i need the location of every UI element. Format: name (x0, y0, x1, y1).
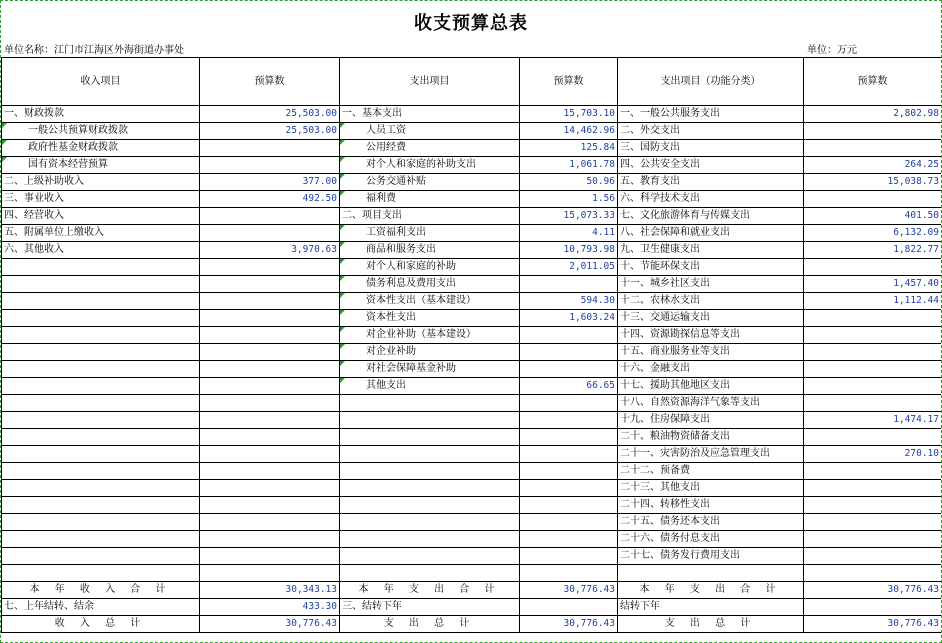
cell-income-budget[interactable] (200, 446, 340, 463)
total-expense-budget[interactable] (520, 599, 618, 616)
cell-income-budget[interactable] (200, 327, 340, 344)
cell-function-item[interactable]: 十、节能环保支出 (618, 259, 804, 276)
table-row (2, 463, 942, 480)
cell-function-budget[interactable] (804, 395, 942, 412)
cell-expense-budget[interactable] (520, 497, 618, 514)
cell-expense-item[interactable] (340, 514, 520, 531)
cell-expense-item[interactable] (340, 463, 520, 480)
total-income-item[interactable]: 七、上年结转、结余 (2, 599, 200, 616)
cell-function-budget[interactable] (804, 123, 942, 140)
cell-function-budget[interactable] (804, 480, 942, 497)
cell-function-item[interactable]: 五、教育支出 (618, 174, 804, 191)
cell-income-budget[interactable]: 3,970.63 (200, 242, 340, 259)
cell-expense-item[interactable] (340, 480, 520, 497)
cell-income-item[interactable] (2, 497, 200, 514)
total-expense-budget[interactable]: 30,776.43 (520, 616, 618, 633)
table-row (2, 242, 942, 259)
total-function-item[interactable]: 支 出 总 计 (618, 616, 804, 633)
cell-expense-budget[interactable]: 2,011.05 (520, 259, 618, 276)
cell-income-budget[interactable] (200, 497, 340, 514)
total-row (2, 599, 942, 616)
table-row (2, 310, 942, 327)
cell-function-budget[interactable]: 1,474.17 (804, 412, 942, 429)
total-expense-budget[interactable]: 30,776.43 (520, 582, 618, 599)
cell-income-item[interactable] (2, 259, 200, 276)
total-expense-item[interactable]: 支 出 总 计 (340, 616, 520, 633)
table-row (2, 157, 942, 174)
total-income-item[interactable]: 收 入 总 计 (2, 616, 200, 633)
cell-expense-budget[interactable]: 15,703.10 (520, 106, 618, 123)
cell-function-item[interactable]: 八、社会保障和就业支出 (618, 225, 804, 242)
cell-function-item[interactable]: 十六、金融支出 (618, 361, 804, 378)
cell-function-budget[interactable]: 401.50 (804, 208, 942, 225)
cell-expense-item[interactable]: 其他支出 (340, 378, 520, 395)
cell-function-budget[interactable] (804, 429, 942, 446)
cell-expense-budget[interactable] (520, 412, 618, 429)
cell-income-item[interactable]: 五、附属单位上缴收入 (2, 225, 200, 242)
cell-function-budget[interactable]: 6,132.09 (804, 225, 942, 242)
cell-expense-budget[interactable]: 594.30 (520, 293, 618, 310)
total-function-item[interactable]: 结转下年 (618, 599, 804, 616)
cell-function-item[interactable]: 七、文化旅游体育与传媒支出 (618, 208, 804, 225)
cell-function-item[interactable]: 二十三、其他支出 (618, 480, 804, 497)
cell-expense-item[interactable]: 工资福利支出 (340, 225, 520, 242)
table-row (2, 276, 942, 293)
cell-function-item[interactable]: 九、卫生健康支出 (618, 242, 804, 259)
cell-income-budget[interactable]: 492.50 (200, 191, 340, 208)
table-row (2, 344, 942, 361)
cell-function-budget[interactable] (804, 344, 942, 361)
cell-income-item[interactable] (2, 310, 200, 327)
cell-expense-budget[interactable] (520, 361, 618, 378)
cell-expense-item[interactable] (340, 565, 520, 582)
cell-income-item[interactable]: 六、其他收入 (2, 242, 200, 259)
cell-income-budget[interactable]: 377.00 (200, 174, 340, 191)
table-row (2, 514, 942, 531)
cell-income-item[interactable]: 一、财政拨款 (2, 106, 200, 123)
cell-function-item[interactable]: 十九、住房保障支出 (618, 412, 804, 429)
cell-income-item[interactable] (2, 327, 200, 344)
cell-expense-budget[interactable] (520, 395, 618, 412)
cell-expense-item[interactable]: 对个人和家庭的补助支出 (340, 157, 520, 174)
cell-function-item[interactable]: 十五、商业服务业等支出 (618, 344, 804, 361)
cell-function-item[interactable]: 二十六、债务付息支出 (618, 531, 804, 548)
cell-expense-budget[interactable] (520, 429, 618, 446)
cell-income-budget[interactable] (200, 344, 340, 361)
cell-function-item[interactable]: 二十七、债务发行费用支出 (618, 548, 804, 565)
cell-expense-budget[interactable] (520, 446, 618, 463)
cell-expense-budget[interactable] (520, 327, 618, 344)
total-income-budget[interactable]: 30,343.13 (200, 582, 340, 599)
cell-expense-item[interactable]: 对个人和家庭的补助 (340, 259, 520, 276)
cell-function-item[interactable]: 四、公共安全支出 (618, 157, 804, 174)
table-row (2, 565, 942, 582)
total-expense-item[interactable]: 本 年 支 出 合 计 (340, 582, 520, 599)
cell-income-budget[interactable] (200, 310, 340, 327)
cell-function-budget[interactable] (804, 327, 942, 344)
cell-function-budget[interactable] (804, 497, 942, 514)
cell-function-item[interactable]: 二十一、灾害防治及应急管理支出 (618, 446, 804, 463)
cell-expense-budget[interactable]: 1,603.24 (520, 310, 618, 327)
cell-expense-item[interactable]: 债务利息及费用支出 (340, 276, 520, 293)
cell-income-item[interactable]: 二、上级补助收入 (2, 174, 200, 191)
table-row (2, 361, 942, 378)
cell-expense-budget[interactable] (520, 531, 618, 548)
cell-expense-budget[interactable] (520, 463, 618, 480)
cell-income-item[interactable] (2, 361, 200, 378)
table-row (2, 497, 942, 514)
cell-expense-budget[interactable]: 1,061.78 (520, 157, 618, 174)
cell-income-item[interactable] (2, 429, 200, 446)
cell-expense-item[interactable]: 福利费 (340, 191, 520, 208)
cell-function-budget[interactable]: 264.25 (804, 157, 942, 174)
table-row (2, 208, 942, 225)
cell-income-item[interactable] (2, 412, 200, 429)
table-row (2, 106, 942, 123)
total-row (2, 616, 942, 633)
cell-income-item[interactable]: 政府性基金财政拨款 (2, 140, 200, 157)
table-row (2, 548, 942, 565)
cell-function-item[interactable]: 十二、农林水支出 (618, 293, 804, 310)
cell-income-budget[interactable] (200, 429, 340, 446)
cell-income-item[interactable] (2, 548, 200, 565)
cell-function-item[interactable]: 十三、交通运输支出 (618, 310, 804, 327)
cell-expense-item[interactable]: 公务交通补贴 (340, 174, 520, 191)
header-function-budget[interactable]: 预算数 (804, 58, 942, 106)
cell-income-item[interactable] (2, 565, 200, 582)
cell-function-item[interactable]: 十八、自然资源海洋气象等支出 (618, 395, 804, 412)
cell-income-item[interactable] (2, 344, 200, 361)
cell-income-item[interactable]: 三、事业收入 (2, 191, 200, 208)
cell-income-item[interactable] (2, 293, 200, 310)
cell-function-item[interactable]: 二、外交支出 (618, 123, 804, 140)
cell-function-budget[interactable] (804, 378, 942, 395)
cell-function-budget[interactable] (804, 310, 942, 327)
cell-income-budget[interactable] (200, 157, 340, 174)
cell-function-budget[interactable]: 1,822.77 (804, 242, 942, 259)
cell-income-budget[interactable] (200, 463, 340, 480)
table-row (2, 191, 942, 208)
cell-function-item[interactable]: 十四、资源勘探信息等支出 (618, 327, 804, 344)
table-row (2, 429, 942, 446)
cell-expense-item[interactable] (340, 548, 520, 565)
cell-expense-item[interactable] (340, 429, 520, 446)
cell-expense-item[interactable]: 人员工资 (340, 123, 520, 140)
cell-expense-budget[interactable]: 10,793.98 (520, 242, 618, 259)
table-row (2, 395, 942, 412)
table-row (2, 174, 942, 191)
cell-function-budget[interactable]: 2,802.98 (804, 106, 942, 123)
cell-expense-budget[interactable] (520, 548, 618, 565)
cell-income-item[interactable] (2, 276, 200, 293)
cell-function-budget[interactable] (804, 463, 942, 480)
cell-income-budget[interactable] (200, 361, 340, 378)
cell-income-item[interactable]: 国有资本经营预算 (2, 157, 200, 174)
cell-income-item[interactable]: 一般公共预算财政拨款 (2, 123, 200, 140)
table-row (2, 225, 942, 242)
cell-function-budget[interactable] (804, 565, 942, 582)
cell-income-item[interactable] (2, 395, 200, 412)
cell-expense-budget[interactable]: 15,073.33 (520, 208, 618, 225)
cell-function-budget[interactable]: 1,112.44 (804, 293, 942, 310)
table-row (2, 327, 942, 344)
cell-expense-item[interactable]: 商品和服务支出 (340, 242, 520, 259)
cell-function-budget[interactable] (804, 361, 942, 378)
cell-income-budget[interactable] (200, 208, 340, 225)
cell-expense-budget[interactable] (520, 514, 618, 531)
cell-function-item[interactable]: 二十五、债务还本支出 (618, 514, 804, 531)
cell-income-budget[interactable] (200, 412, 340, 429)
cell-function-item[interactable] (618, 565, 804, 582)
cell-income-budget[interactable] (200, 140, 340, 157)
cell-expense-budget[interactable]: 4.11 (520, 225, 618, 242)
total-function-budget[interactable]: 30,776.43 (804, 616, 942, 633)
cell-income-item[interactable] (2, 446, 200, 463)
cell-income-budget[interactable] (200, 395, 340, 412)
cell-expense-item[interactable]: 一、基本支出 (340, 106, 520, 123)
table-row (2, 140, 942, 157)
currency-unit-label: 单位：万元 (807, 45, 857, 56)
cell-function-item[interactable]: 六、科学技术支出 (618, 191, 804, 208)
cell-expense-item[interactable]: 二、项目支出 (340, 208, 520, 225)
total-income-budget[interactable]: 433.30 (200, 599, 340, 616)
cell-function-budget[interactable] (804, 140, 942, 157)
cell-income-budget[interactable]: 25,503.00 (200, 106, 340, 123)
cell-function-budget[interactable] (804, 259, 942, 276)
cell-expense-budget[interactable] (520, 480, 618, 497)
cell-income-item[interactable] (2, 480, 200, 497)
cell-expense-budget[interactable]: 66.65 (520, 378, 618, 395)
table-row (2, 480, 942, 497)
cell-expense-item[interactable] (340, 412, 520, 429)
cell-expense-item[interactable]: 对企业补助 (340, 344, 520, 361)
cell-income-budget[interactable] (200, 565, 340, 582)
cell-expense-item[interactable] (340, 497, 520, 514)
cell-income-item[interactable] (2, 514, 200, 531)
table-row (2, 531, 942, 548)
total-income-item[interactable]: 本 年 收 入 合 计 (2, 582, 200, 599)
total-income-budget[interactable]: 30,776.43 (200, 616, 340, 633)
cell-income-budget[interactable] (200, 531, 340, 548)
table-row (2, 446, 942, 463)
total-row (2, 582, 942, 599)
header-income-budget[interactable]: 预算数 (200, 58, 340, 106)
header-expense-budget[interactable]: 预算数 (520, 58, 618, 106)
cell-income-budget[interactable]: 25,503.00 (200, 123, 340, 140)
cell-function-budget[interactable] (804, 514, 942, 531)
cell-income-budget[interactable] (200, 378, 340, 395)
cell-expense-budget[interactable]: 125.84 (520, 140, 618, 157)
cell-function-budget[interactable]: 270.10 (804, 446, 942, 463)
cell-expense-item[interactable]: 对社会保障基金补助 (340, 361, 520, 378)
cell-expense-budget[interactable] (520, 344, 618, 361)
cell-function-budget[interactable] (804, 548, 942, 565)
cell-expense-item[interactable]: 对企业补助（基本建设） (340, 327, 520, 344)
table-row (2, 123, 942, 140)
header-expense-item[interactable]: 支出项目 (340, 58, 520, 106)
cell-income-budget[interactable] (200, 548, 340, 565)
total-function-budget[interactable]: 30,776.43 (804, 582, 942, 599)
cell-function-budget[interactable] (804, 531, 942, 548)
cell-expense-budget[interactable] (520, 276, 618, 293)
cell-function-item[interactable]: 一、一般公共服务支出 (618, 106, 804, 123)
cell-income-budget[interactable] (200, 259, 340, 276)
total-function-item[interactable]: 本 年 支 出 合 计 (618, 582, 804, 599)
table-row (2, 259, 942, 276)
cell-function-item[interactable]: 十一、城乡社区支出 (618, 276, 804, 293)
total-function-budget[interactable] (804, 599, 942, 616)
table-row (2, 378, 942, 395)
table-header-row (2, 58, 942, 106)
cell-expense-item[interactable] (340, 446, 520, 463)
cell-income-budget[interactable] (200, 514, 340, 531)
unit-name-label: 单位名称：江门市江海区外海街道办事处 (4, 45, 184, 56)
cell-expense-item[interactable] (340, 531, 520, 548)
cell-expense-item[interactable]: 公用经费 (340, 140, 520, 157)
cell-function-item[interactable]: 二十二、预备费 (618, 463, 804, 480)
cell-income-budget[interactable] (200, 293, 340, 310)
cell-income-budget[interactable] (200, 225, 340, 242)
budget-table (1, 57, 942, 633)
cell-expense-budget[interactable] (520, 565, 618, 582)
cell-function-budget[interactable] (804, 191, 942, 208)
page-title: 收支预算总表 (414, 13, 528, 34)
cell-expense-budget[interactable]: 14,462.96 (520, 123, 618, 140)
table-row (2, 293, 942, 310)
cell-income-budget[interactable] (200, 480, 340, 497)
header-function-item[interactable]: 支出项目（功能分类） (618, 58, 804, 106)
cell-function-item[interactable]: 三、国防支出 (618, 140, 804, 157)
cell-expense-budget[interactable]: 1.56 (520, 191, 618, 208)
cell-expense-item[interactable]: 资本性支出 (340, 310, 520, 327)
cell-function-item[interactable]: 十七、援助其他地区支出 (618, 378, 804, 395)
cell-function-item[interactable]: 二十四、转移性支出 (618, 497, 804, 514)
cell-income-item[interactable]: 四、经营收入 (2, 208, 200, 225)
cell-income-item[interactable] (2, 463, 200, 480)
cell-expense-budget[interactable]: 50.96 (520, 174, 618, 191)
cell-expense-item[interactable] (340, 395, 520, 412)
cell-expense-item[interactable]: 资本性支出（基本建设） (340, 293, 520, 310)
cell-income-budget[interactable] (200, 276, 340, 293)
cell-income-item[interactable] (2, 378, 200, 395)
table-row (2, 412, 942, 429)
total-expense-item[interactable]: 三、结转下年 (340, 599, 520, 616)
cell-function-item[interactable]: 二十、粮油物资储备支出 (618, 429, 804, 446)
header-income-item[interactable]: 收入项目 (2, 58, 200, 106)
cell-income-item[interactable] (2, 531, 200, 548)
cell-function-budget[interactable]: 15,038.73 (804, 174, 942, 191)
cell-function-budget[interactable]: 1,457.40 (804, 276, 942, 293)
